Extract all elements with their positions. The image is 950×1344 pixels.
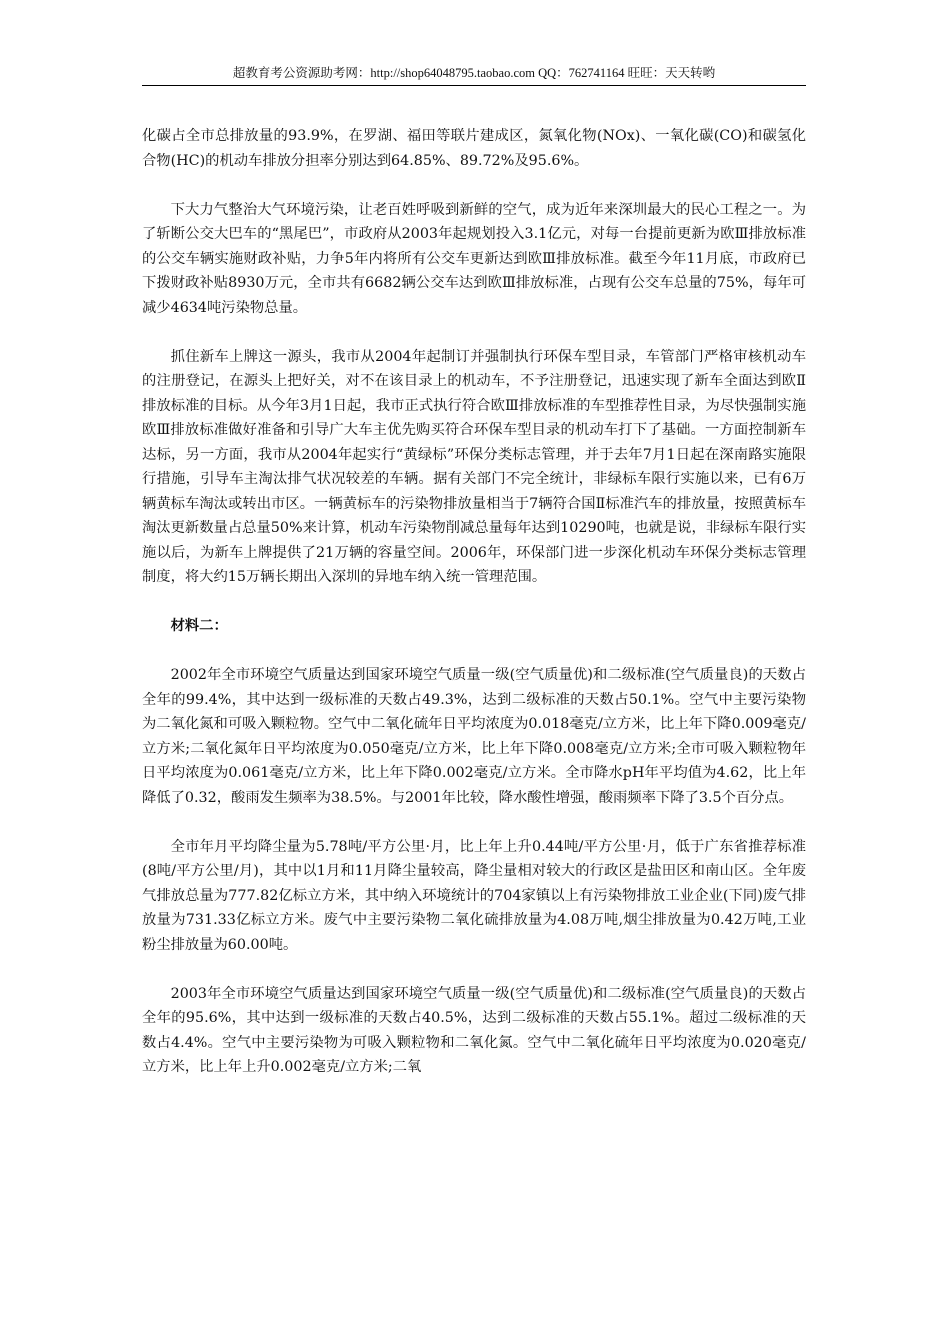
document-body (142, 124, 806, 1104)
paragraph-new-car-standards: 抓住新车上牌这一源头，我市从2004年起制订并强制执行环保车型目录，车管部门严格审核机动车的注册登记，在源头上把好关，对不在该目录上的机动车，不予注册登记，迅速实现了新车全面达到欧Ⅱ排放标准的目标。从今年3月1日起，我市正式执行符合欧Ⅲ排放标准的车型推荐性目录，为尽快强制实施欧Ⅲ排放标准做好准备和引导广大车主优先购买符合环保车型目录的机动车打下了基础。一方面控制新车达标，另一方面，我市从2004年起实行“黄绿标”环保分类标志管理，并于去年7月1日起在深南路实施限行措施，引导车主淘汰排气状况较差的车辆。据有关部门不完全统计，非绿标车限行实施以来，已有6万辆黄标车淘汰或转出市区。一辆黄标车的污染物排放量相当于7辆符合国Ⅱ标准汽车的排放量，按照黄标车淘汰更新数量占总量50%来计算，机动车污染物削减总量每年达到10290吨，也就是说，非绿标车限行实施以后，为新车上牌提供了21万辆的容量空间。2006年，环保部门进一步深化机动车环保分类标志管理制度，将大约15万辆长期出入深圳的异地车纳入统一管理范围。 (142, 348, 806, 585)
paragraph-2002-air-quality: 2002年全市环境空气质量达到国家环境空气质量一级(空气质量优)和二级标准(空气质量良)的天数占全年的99.4%，其中达到一级标准的天数占49.3%，达到二级标准的天数占50.1%。空气中主要污染物为二氧化氮和可吸入颗粒物。空气中二氧化硫年日平均浓度为0.018毫克/立方米，比上年下降0.009毫克/立方米;二氧化氮年日平均浓度为0.050毫克/立方米，比上年下降0.008毫克/立方米;全市可吸入颗粒物年日平均浓度为0.061毫克/立方米，比上年下降0.002毫克/立方米。全市降水pH年平均值为4.62，比上年降低了0.32，酸雨发生频率为38.5%。与2001年比较，降水酸性增强，酸雨频率下降了3.5个百分点。 (142, 667, 806, 806)
paragraph-bus-upgrade: 下大力气整治大气环境污染，让老百姓呼吸到新鲜的空气，成为近年来深圳最大的民心工程之一。为了斩断公交大巴车的“黑尾巴”，市政府从2003年起规划投入3.1亿元，对每一台提前更新为欧Ⅲ排放标准的公交车辆实施财政补贴，力争5年内将所有公交车更新达到欧Ⅲ排放标准。截至今年11月底，市政府已下拨财政补贴8930万元，全市共有6682辆公交车达到欧Ⅲ排放标准，占现有公交车总量的75%，每年可减少4634吨污染物总量。 (142, 201, 806, 316)
paragraph-continuation: 化碳占全市总排放量的93.9%，在罗湖、福田等联片建成区，氮氧化物(NOx)、一氧化碳(CO)和碳氢化合物(HC)的机动车排放分担率分别达到64.85%、89.72%及95.6%。 (142, 128, 806, 169)
header-divider (142, 85, 806, 86)
paragraph-2003-air-quality: 2003年全市环境空气质量达到国家环境空气质量一级(空气质量优)和二级标准(空气质量良)的天数占全年的95.6%，其中达到一级标准的天数占40.5%，达到二级标准的天数占55.1%。超过二级标准的天数占4.4%。空气中主要污染物为可吸入颗粒物和二氧化氮。空气中二氧化硫年日平均浓度为0.020毫克/立方米，比上年上升0.002毫克/立方米;二氧 (142, 985, 806, 1075)
section-heading-material-two: 材料二： (170, 618, 228, 634)
paragraph-dust-emissions: 全市年月平均降尘量为5.78吨/平方公里·月，比上年上升0.44吨/平方公里·月，低于广东省推荐标准(8吨/平方公里/月)，其中以1月和11月降尘量较高，降尘量相对较大的行政区是盐田区和南山区。全年废气排放总量为777.82亿标立方米，其中纳入环境统计的704家镇以上有污染物排放工业企业(下同)废气排放量为731.33亿标立方米。废气中主要污染物二氧化硫排放量为4.08万吨,烟尘排放量为0.42万吨,工业粉尘排放量为60.00吨。 (142, 838, 806, 953)
page-header: 超教育考公资源助考网：http://shop64048795.taobao.com QQ：762741164 旺旺：天天转哟 (232, 66, 716, 80)
